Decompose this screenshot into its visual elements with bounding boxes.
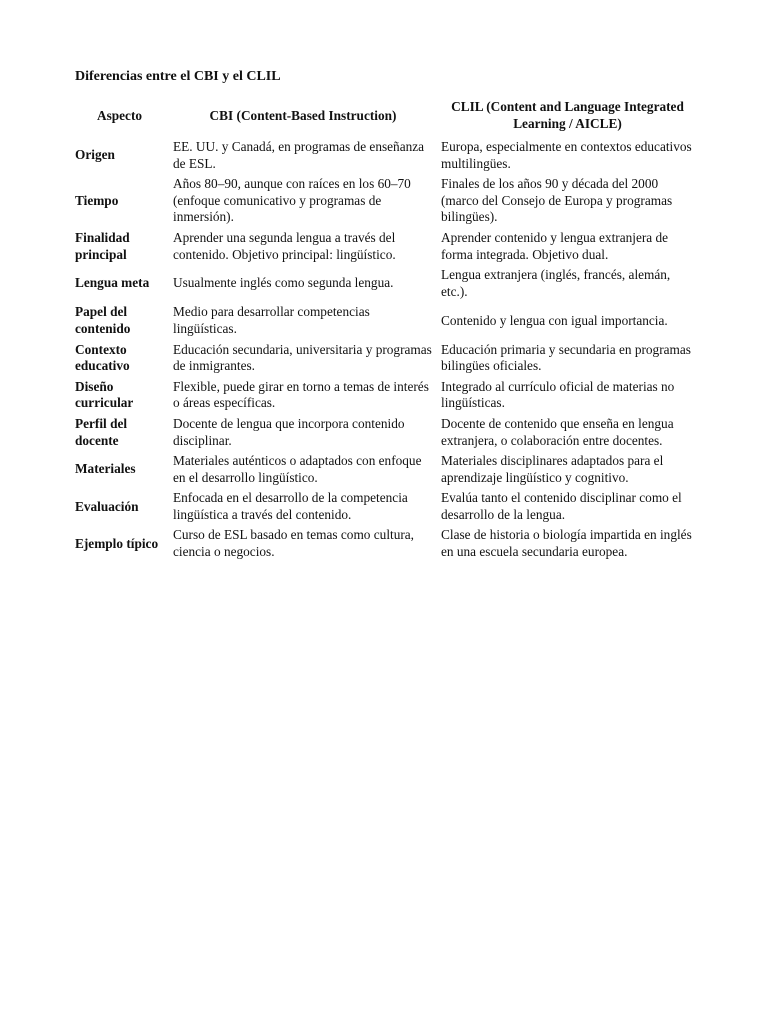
table-row xyxy=(70,526,698,563)
row-aspect: Papel del contenido xyxy=(75,304,131,336)
row-clil: Finales de los años 90 y década del 2000 (marco del Consejo de Europa y programas bilingües). xyxy=(441,176,673,225)
row-cbi: Medio para desarrollar competencias lingüísticas. xyxy=(173,304,370,336)
row-aspect: Origen xyxy=(75,147,115,163)
table-header xyxy=(70,96,698,138)
row-aspect: Tiempo xyxy=(75,192,119,208)
table-row xyxy=(70,415,698,452)
row-aspect: Lengua meta xyxy=(75,275,150,291)
row-cbi: Materiales auténticos o adaptados con enfoque en el desarrollo lingüístico. xyxy=(173,453,422,485)
row-cbi: Docente de lengua que incorpora contenido disciplinar. xyxy=(173,415,405,448)
document-title: Diferencias entre el CBI y el CLIL xyxy=(75,69,281,84)
row-cbi: Flexible, puede girar en torno a temas de interés o áreas específicas. xyxy=(173,378,429,411)
header-aspect: Aspecto xyxy=(96,107,143,123)
row-clil: Materiales disciplinares adaptados para el aprendizaje lingüístico y cognitivo. xyxy=(441,453,664,485)
row-clil: Lengua extranjera (inglés, francés, alemán, etc.). xyxy=(441,267,671,299)
row-clil: Contenido y lengua con igual importancia. xyxy=(441,312,668,328)
row-aspect: Ejemplo típico xyxy=(75,535,159,551)
row-aspect: Finalidad principal xyxy=(75,229,130,262)
table-row xyxy=(70,266,698,303)
row-clil: Integrado al currículo oficial de materias no lingüísticas. xyxy=(441,378,675,411)
row-cbi: Usualmente inglés como segunda lengua. xyxy=(173,275,394,291)
table-body xyxy=(70,138,698,564)
row-aspect: Diseño curricular xyxy=(75,378,134,411)
row-aspect: Materiales xyxy=(75,461,136,477)
row-clil: Docente de contenido que enseña en lengua extranjera, o colaboración entre docentes. xyxy=(441,415,674,448)
table-row xyxy=(70,303,698,340)
row-cbi: Enfocada en el desarrollo de la competencia lingüística a través del contenido. xyxy=(173,490,408,522)
row-aspect: Perfil del docente xyxy=(75,415,128,448)
row-aspect: Contexto educativo xyxy=(75,341,130,374)
header-clil: CLIL (Content and Language Integrated Learning / AICLE) xyxy=(451,99,684,131)
header-row xyxy=(70,96,698,138)
comparison-table xyxy=(70,96,698,564)
row-cbi: Aprender una segunda lengua a través del contenido. Objetivo principal: lingüístico. xyxy=(173,229,396,262)
row-clil: Educación primaria y secundaria en programas bilingües oficiales. xyxy=(441,341,691,374)
row-cbi: Curso de ESL basado en temas como cultura, ciencia o negocios. xyxy=(173,527,415,560)
row-cbi: EE. UU. y Canadá, en programas de enseñanza de ESL. xyxy=(173,139,425,171)
table-row xyxy=(70,229,698,266)
table-row xyxy=(70,175,698,229)
table-row xyxy=(70,452,698,489)
row-aspect: Evaluación xyxy=(75,498,139,514)
row-clil: Clase de historia o biología impartida en inglés en una escuela secundaria europea. xyxy=(441,527,692,560)
table-row xyxy=(70,489,698,526)
table-row xyxy=(70,378,698,415)
row-clil: Aprender contenido y lengua extranjera de forma integrada. Objetivo dual. xyxy=(441,229,669,262)
row-clil: Europa, especialmente en contextos educativos multilingües. xyxy=(441,139,692,171)
row-cbi: Educación secundaria, universitaria y programas de inmigrantes. xyxy=(173,341,432,374)
header-cbi: CBI (Content-Based Instruction) xyxy=(209,107,397,123)
table-row xyxy=(70,138,698,175)
row-cbi: Años 80–90, aunque con raíces en los 60–70 (enfoque comunicativo y programas de inmersión). xyxy=(173,176,411,225)
table-row xyxy=(70,341,698,378)
row-clil: Evalúa tanto el contenido disciplinar como el desarrollo de la lengua. xyxy=(441,490,682,522)
